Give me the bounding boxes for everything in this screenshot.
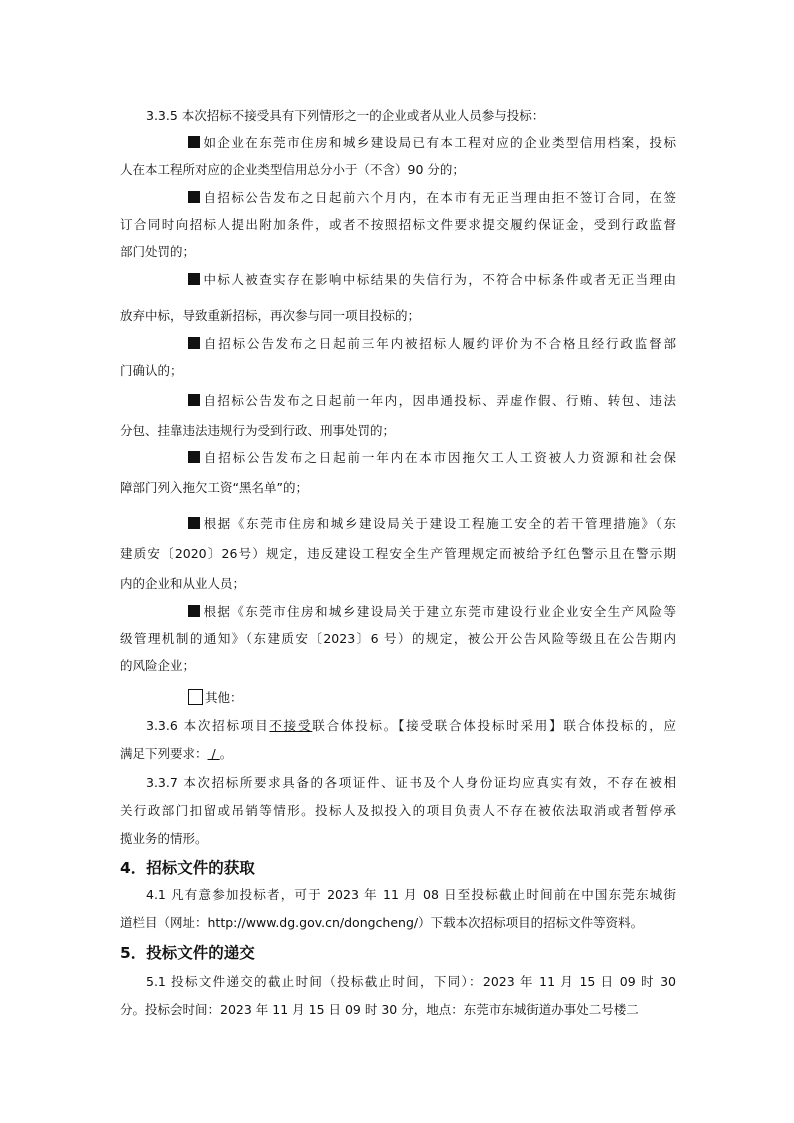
checked-box-icon [188, 273, 200, 285]
clause-5-1-cont: 分。投标会时间：2023 年 11 月 15 日 09 时 30 分，地点：东莞市东城街道办事处二号楼二 [120, 1002, 639, 1017]
checked-box-icon [188, 517, 200, 529]
list-item: 根据《东莞市住房和城乡建设局关于建立东莞市建设行业企业安全生产风险等 [188, 604, 676, 620]
list-item-cont: 内的企业和从业人员； [120, 576, 246, 591]
clause-3-3-6-cont: 满足下列要求： / 。 [120, 746, 233, 761]
list-item-cont: 订合同时向招标人提出附加条件，或者不按照招标文件要求提交履约保证金，受到行政监督 [120, 217, 676, 232]
clause-3-3-7: 3.3.7 本次招标所要求具备的各项证件、证书及个人身份证均应真实有效，不存在被相 [146, 775, 676, 790]
checked-box-icon [188, 394, 200, 406]
list-item-cont: 级管理机制的通知》（东建质安〔2023〕6 号）的规定，被公开公告风险等级且在公告期内 [120, 631, 676, 646]
list-item-cont: 分包、挂靠违法违规行为受到行政、刑事处罚的； [120, 423, 396, 438]
list-item-cont: 门确认的； [120, 363, 183, 378]
list-item: 根据《东莞市住房和城乡建设局关于建设工程施工安全的若干管理措施》（东 [188, 516, 676, 532]
checked-box-icon [188, 337, 200, 349]
clause-5-1: 5.1 投标文件递交的截止时间（投标截止时间，下同）：2023 年 11 月 15 日 09 时 30 [146, 974, 676, 989]
list-item-cont: 的风险企业； [120, 658, 196, 673]
checked-box-icon [188, 451, 200, 463]
section-heading-5: 5．投标文件的递交 [120, 944, 255, 962]
list-item-cont: 部门处罚的； [120, 244, 196, 259]
clause-4-1-cont: 道栏目（网址：http://www.dg.gov.cn/dongcheng/）下载本次招标项目的招标文件等资料。 [120, 915, 644, 930]
list-item: 自招标公告发布之日起前一年内在本市因拖欠工人工资被人力资源和社会保 [188, 450, 676, 466]
underlined-value: 不接受 [269, 718, 313, 733]
checked-box-icon [188, 136, 200, 148]
list-item-other: 其他： [188, 689, 676, 706]
checked-box-icon [188, 191, 200, 203]
list-item: 自招标公告发布之日起前六个月内，在本市有无正当理由拒不签订合同，在签 [188, 190, 676, 206]
list-item: 自招标公告发布之日起前一年内，因串通投标、弄虚作假、行贿、转包、违法 [188, 393, 676, 409]
list-item-cont: 障部门列入拖欠工资“黑名单”的； [120, 480, 308, 495]
clause-3-3-5-intro: 3.3.5 本次招标不接受具有下列情形之一的企业或者从业人员参与投标： [146, 108, 545, 123]
list-item-cont: 放弃中标，导致重新招标，再次参与同一项目投标的； [120, 308, 421, 323]
list-item: 如企业在东莞市住房和城乡建设局已有本工程对应的企业类型信用档案，投标 [188, 135, 676, 151]
checked-box-icon [188, 605, 200, 617]
list-item: 自招标公告发布之日起前三年内被招标人履约评价为不合格且经行政监督部 [188, 336, 676, 352]
list-item: 中标人被查实存在影响中标结果的失信行为，不符合中标条件或者无正当理由 [188, 272, 676, 288]
clause-3-3-6: 3.3.6 本次招标项目不接受联合体投标。【接受联合体投标时采用】联合体投标的，应 [146, 718, 676, 733]
list-item-cont: 人在本工程所对应的企业类型信用总分小于（不含）90 分的； [120, 162, 465, 177]
clause-4-1: 4.1 凡有意参加投标者，可于 2023 年 11 月 08 日至投标截止时间前在中国东莞东城街 [146, 887, 676, 902]
unchecked-box-icon [188, 689, 203, 705]
clause-3-3-7-cont: 揽业务的情形。 [120, 831, 208, 846]
list-item-cont: 建质安〔2020〕26号）规定，违反建设工程安全生产管理规定而被给予红色警示且在警示期 [120, 546, 676, 561]
section-heading-4: 4．招标文件的获取 [120, 859, 255, 877]
underlined-blank: / [207, 746, 220, 761]
clause-3-3-7-cont: 关行政部门扣留或吊销等情形。投标人及拟投入的项目负责人不存在被依法取消或者暂停承 [120, 803, 676, 818]
